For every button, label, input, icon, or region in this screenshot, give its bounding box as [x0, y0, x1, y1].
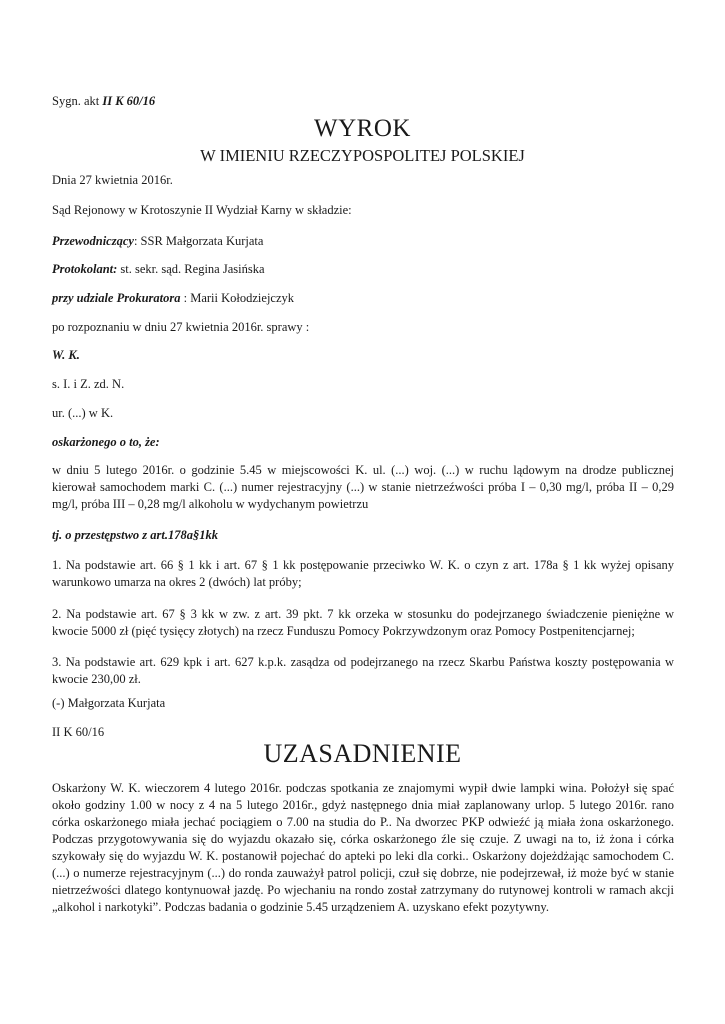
prosecutor: [52, 290, 294, 306]
presiding-judge-name: : SSR Małgorzata Kurjata: [133, 234, 264, 248]
verdict-date: Dnia 27 kwietnia 2016r.: [52, 173, 173, 187]
court-composition-line: Sąd Rejonowy w Krotoszynie II Wydział Karny w składzie:: [52, 203, 352, 217]
verdict-title: WYROK: [314, 115, 411, 142]
defendant-parents: s. I. i Z. zd. N.: [52, 377, 125, 391]
prosecutor-label: przy udziale Prokuratora: [52, 291, 181, 305]
defendant-birthplace: ur. (...) w K.: [52, 406, 114, 420]
justification-title: UZASADNIENIE: [263, 739, 462, 768]
case-signature-prefix: Sygn. akt: [52, 94, 103, 108]
accused-label: oskarżonego o to, że:: [52, 435, 160, 449]
ruling-item-1: 1. Na podstawie art. 66 § 1 kk i art. 67 § 1 kk postępowanie przeciwko W. K. o czyn z art. 178a § 1 kk wyżej opisany warunkowo umarza na okres 2 (dwóch) lat próby;: [52, 558, 674, 589]
justification-text: Oskarżony W. K. wieczorem 4 lutego 2016r. podczas spotkania ze znajomymi wypił dwie lampki wina. Położył się spać około godziny 1.00 w nocy z 4 na 5 lutego 2016r., gdyż następnego dnia miał zaplanowany urlop. 5 lutego 2016r. rano córka oskarżonego miała jechać pociągiem o 7.00 na studia do P.. Na dworzec PKP odwieźć ją miała żona oskarżonego. Podczas przygotowywania się do wyjazdu okazało się, córka oskarżonego źle się czuje. Z uwagi na to, iż żona i córka szykowały się do wyjazdu W. K. postanowił pojechać do apteki po leki dla corki.. Oskarżony dojeżdżając samochodem C. (...) o numerze rejestracyjnym (...) do ronda zauważył patrol policji, czuł się dobrze, nie podejrzewał, iż może być w stanie nietrzeźwości dlatego kontynuował jazdę. Po wjechaniu na rondo został zatrzymany do rutynowej kontroli w ramach akcji „alkohol i narkotyki”. Podczas badania o godzinie 5.45 urządzeniem A. uzyskano efekt pozytywny.: [52, 781, 674, 914]
presiding-judge-label: Przewodniczący: [52, 234, 134, 248]
hearing-line: po rozpoznaniu w dniu 27 kwietnia 2016r. sprawy :: [52, 320, 310, 334]
court-clerk-name: st. sekr. sąd. Regina Jasińska: [117, 262, 265, 276]
prosecutor-name: : Marii Kołodziejczyk: [180, 291, 295, 305]
ruling-item-2: 2. Na podstawie art. 67 § 3 kk w zw. z art. 39 pkt. 7 kk orzeka w stosunku do podejrzanego świadczenie pieniężne w kwocie 5000 zł (pięć tysięcy złotych) na rzecz Funduszu Pomocy Pokrzywdzonym oraz Pomocy Postpenitencjarnej;: [52, 607, 674, 638]
defendant-name: W. K.: [52, 348, 80, 362]
verdict-subtitle: W IMIENIU RZECZYPOSPOLITEJ POLSKIEJ: [200, 146, 525, 165]
presiding-judge: [52, 233, 263, 249]
court-clerk: [52, 261, 265, 277]
offence-qualification: tj. o przestępstwo z art.178a§1kk: [52, 528, 218, 542]
ruling-item-3: 3. Na podstawie art. 629 kpk i art. 627 k.p.k. zasądza od podejrzanego na rzecz Skarbu Państwa koszty postępowania w kwocie 230,00 zł.: [52, 655, 674, 686]
case-signature: [52, 93, 155, 109]
case-reference: II K 60/16: [52, 725, 105, 739]
court-clerk-label: Protokolant:: [52, 262, 118, 276]
case-signature-number: II K 60/16: [102, 94, 156, 108]
judge-signature: (-) Małgorzata Kurjata: [52, 696, 166, 710]
charge-description: w dniu 5 lutego 2016r. o godzinie 5.45 w miejscowości K. ul. (...) woj. (...) w ruchu lądowym na drodze publicznej kierował samochodem marki C. (...) numer rejestracyjny (...) w stanie nietrzeźwości próba I – 0,30 mg/l, próba II – 0,29 mg/l, próba III – 0,28 mg/l alkoholu w wydychanym powietrzu: [52, 463, 674, 511]
